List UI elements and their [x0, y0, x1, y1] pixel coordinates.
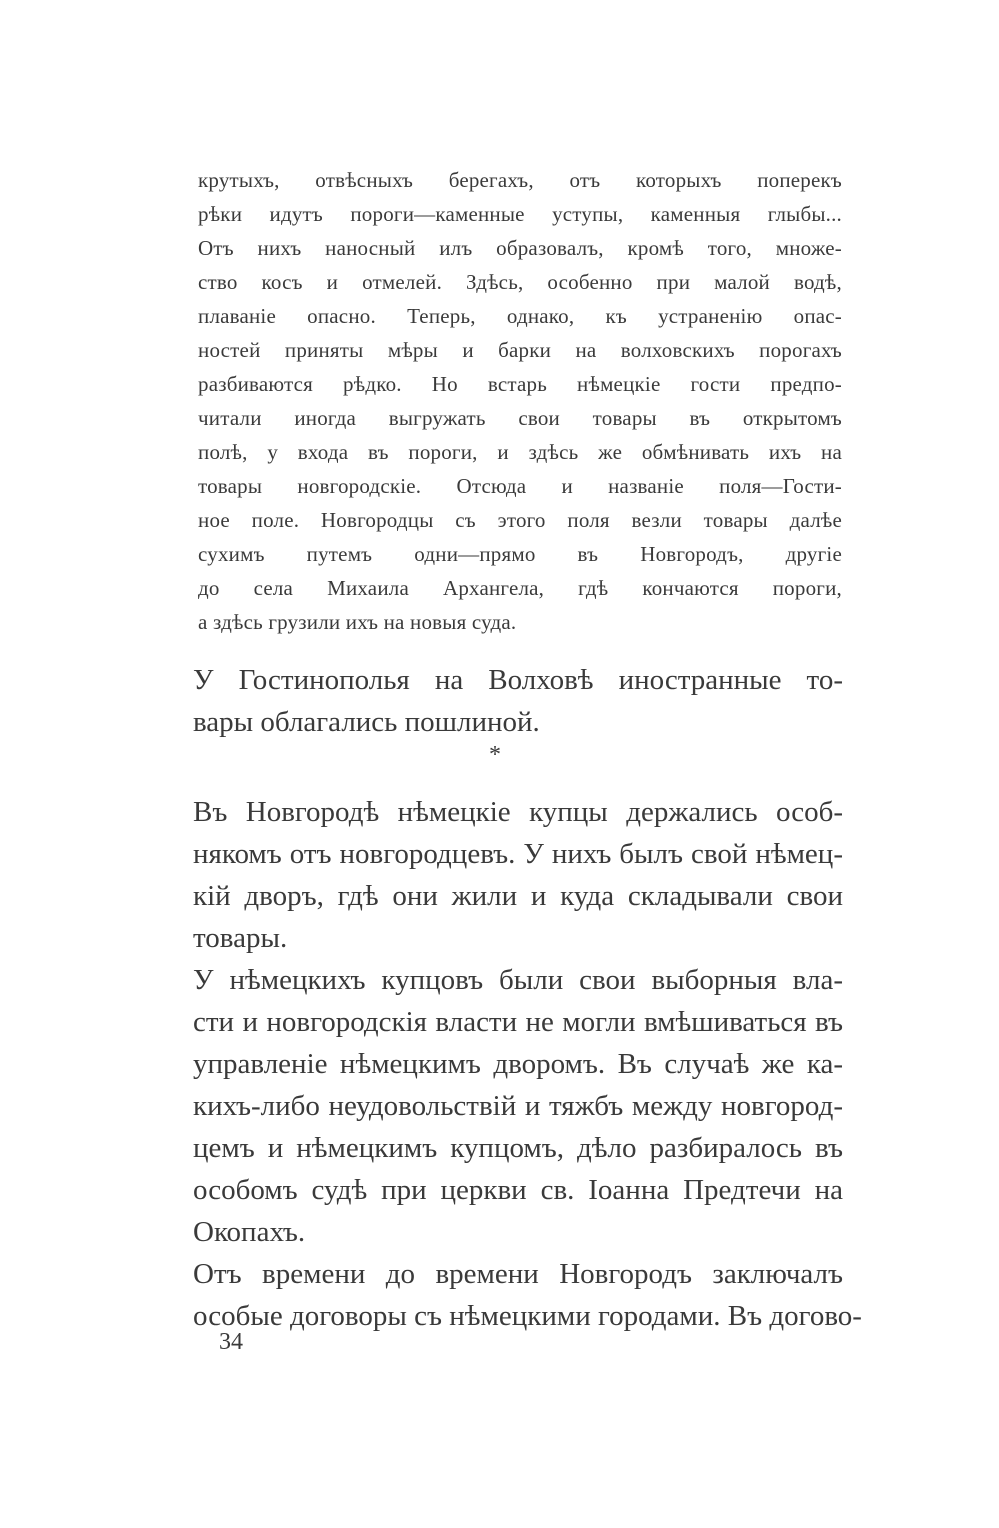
text-line: вары облагались пошлиной. [193, 706, 540, 738]
text-line: полѣ, у входа въ пороги, и здѣсь же обмѣнивать ихъ на [198, 440, 842, 464]
text-line: Окопахъ. [193, 1216, 306, 1248]
text-line: У нѣмецкихъ купцовъ были свои выборныя вла- [193, 964, 843, 996]
text-line: крутыхъ, отвѣсныхъ берегахъ, отъ которыхъ поперекъ [198, 168, 842, 192]
text-line: ство косъ и отмелей. Здѣсь, особенно при малой водѣ, [198, 270, 842, 294]
text-line: товары новгородскіе. Отсюда и названіе поля—Гости- [198, 474, 842, 498]
text-line: някомъ отъ новгородцевъ. У нихъ былъ свой нѣмец- [193, 838, 843, 870]
text-line: особомъ судѣ при церкви св. Іоанна Предтечи на [193, 1174, 843, 1206]
text-line: Отъ времени до времени Новгородъ заключалъ [193, 1258, 843, 1290]
section-separator: * [489, 742, 501, 768]
text-line: плаваніе опасно. Теперь, однако, къ устраненію опас- [198, 304, 842, 328]
text-line: управленіе нѣмецкимъ дворомъ. Въ случаѣ же ка- [193, 1048, 843, 1080]
text-line: Отъ нихъ наносный илъ образовалъ, кромѣ того, множе- [198, 236, 842, 260]
text-line: цемъ и нѣмецкимъ купцомъ, дѣло разбиралось въ [193, 1132, 843, 1164]
text-line: сти и новгородскія власти не могли вмѣшиваться въ [193, 1006, 843, 1038]
text-line: до села Михаила Архангела, гдѣ кончаются пороги, [198, 576, 842, 600]
text-line: рѣки идутъ пороги—каменные уступы, каменныя глыбы... [198, 202, 842, 226]
text-line: ное поле. Новгородцы съ этого поля везли товары далѣе [198, 508, 842, 532]
text-line: кій дворъ, гдѣ они жили и куда складывали свои [193, 880, 843, 912]
page-number: 34 [219, 1329, 243, 1355]
text-line: сухимъ путемъ одни—прямо въ Новгородъ, другіе [198, 542, 842, 566]
text-line: ностей приняты мѣры и барки на волховскихъ порогахъ [198, 338, 842, 362]
text-line: особые договоры съ нѣмецкими городами. Въ догово- [193, 1300, 862, 1332]
text-line: Въ Новгородѣ нѣмецкіе купцы держались особ- [193, 796, 843, 828]
text-line: У Гостинополья на Волховѣ иностранные то- [193, 664, 843, 696]
text-line: читали иногда выгружать свои товары въ открытомъ [198, 406, 842, 430]
text-line: а здѣсь грузили ихъ на новыя суда. [198, 610, 517, 634]
text-line: кихъ-либо неудовольствій и тяжбъ между новгород- [193, 1090, 843, 1122]
text-line: разбиваются рѣдко. Но встарь нѣмецкіе гости предпо- [198, 372, 842, 396]
text-line: товары. [193, 922, 288, 954]
